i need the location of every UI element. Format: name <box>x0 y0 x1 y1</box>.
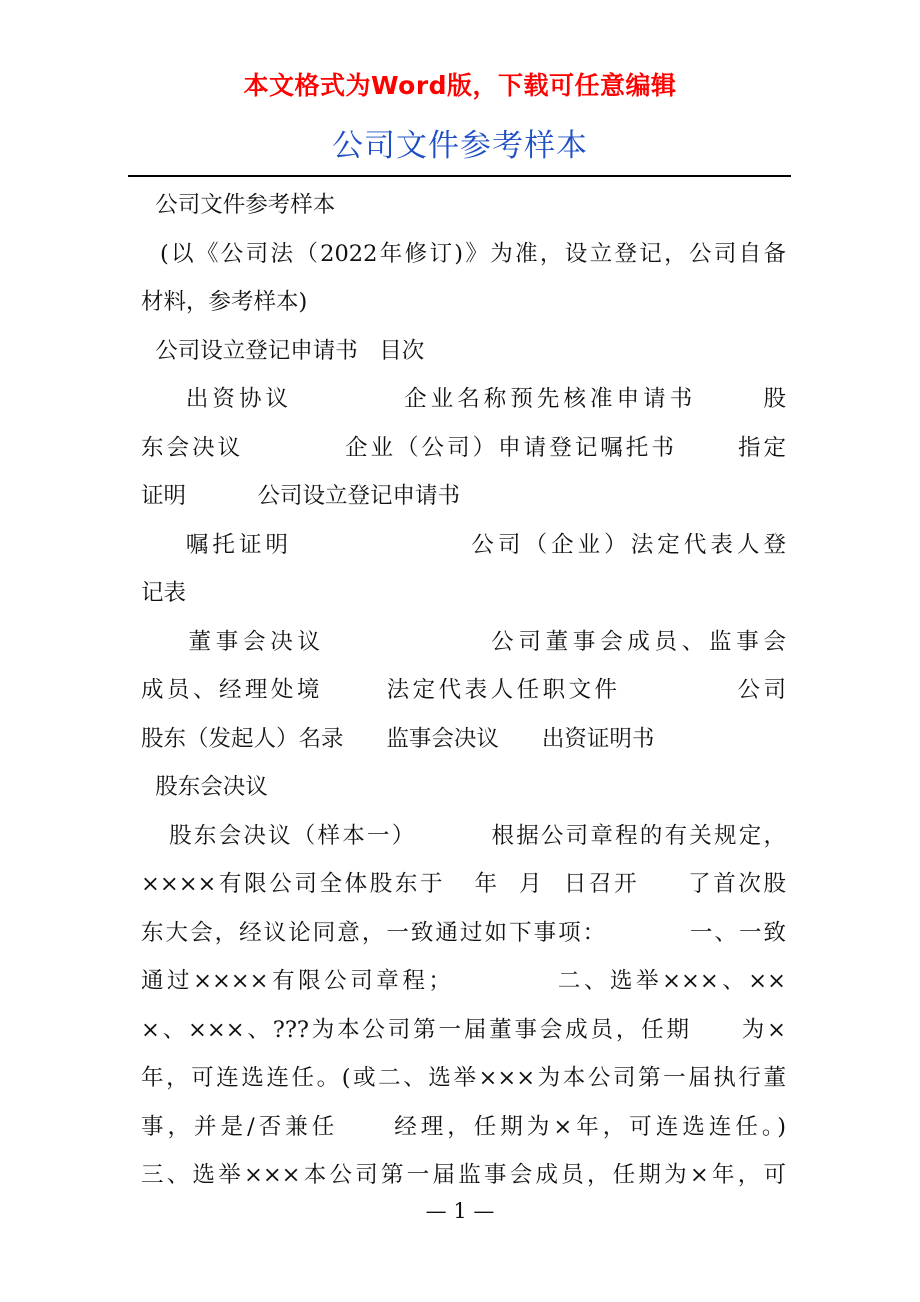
document-title: 公司文件参考样本 <box>332 128 588 164</box>
paragraph-line: 东大会，经议论同意，一致通过如下事项： 一、一致 <box>141 919 786 946</box>
paragraph-line: ×、×××、???为本公司第一届董事会成员，任期 为× <box>141 1016 786 1043</box>
title-divider <box>128 175 791 177</box>
paragraph-line: 通过××××有限公司章程； 二、选举×××、×× <box>141 968 786 994</box>
paragraph-line: 公司设立登记申请书 目次 <box>141 337 425 364</box>
download-notice-banner: 本文格式为Word版，下载可任意编辑 <box>243 71 677 100</box>
paragraph-line: 董事会决议 公司董事会成员、监事会 <box>141 628 786 655</box>
paragraph-line: (以《公司法（2022年修订)》为准，设立登记，公司自备 <box>141 240 786 267</box>
paragraph-line: 记表 <box>141 580 187 606</box>
paragraph-line: 股东会决议 <box>141 774 268 800</box>
paragraph-line: 出资协议 企业名称预先核准申请书 股 <box>141 386 786 412</box>
paragraph-line: 年，可连选连任。(或二、选举×××为本公司第一届执行董 <box>141 1065 786 1091</box>
paragraph-line: 股东会决议（样本一） 根据公司章程的有关规定， <box>141 822 786 849</box>
paragraph-line: 事，并是/否兼任 经理，任期为×年，可连选连任。) <box>141 1113 786 1140</box>
document-body <box>141 181 786 1200</box>
paragraph-line: ××××有限公司全体股东于 年 月 日召开 了首次股 <box>141 871 786 897</box>
paragraph-line: 三、选举×××本公司第一届监事会成员，任期为×年，可 <box>141 1162 786 1188</box>
paragraph-line: 公司文件参考样本 <box>141 192 336 218</box>
paragraph-line: 嘱托证明 公司（企业）法定代表人登 <box>141 531 786 558</box>
paragraph-line: 东会决议 企业（公司）申请登记嘱托书 指定 <box>141 434 786 461</box>
paragraph-line: 证明 公司设立登记申请书 <box>141 483 461 509</box>
page-number: — 1 — <box>425 1199 495 1223</box>
paragraph-line: 成员、经理处境 法定代表人任职文件 公司 <box>141 677 786 703</box>
paragraph-line: 股东（发起人）名录 监事会决议 出资证明书 <box>141 725 655 752</box>
paragraph-line: 材料，参考样本) <box>141 289 308 315</box>
